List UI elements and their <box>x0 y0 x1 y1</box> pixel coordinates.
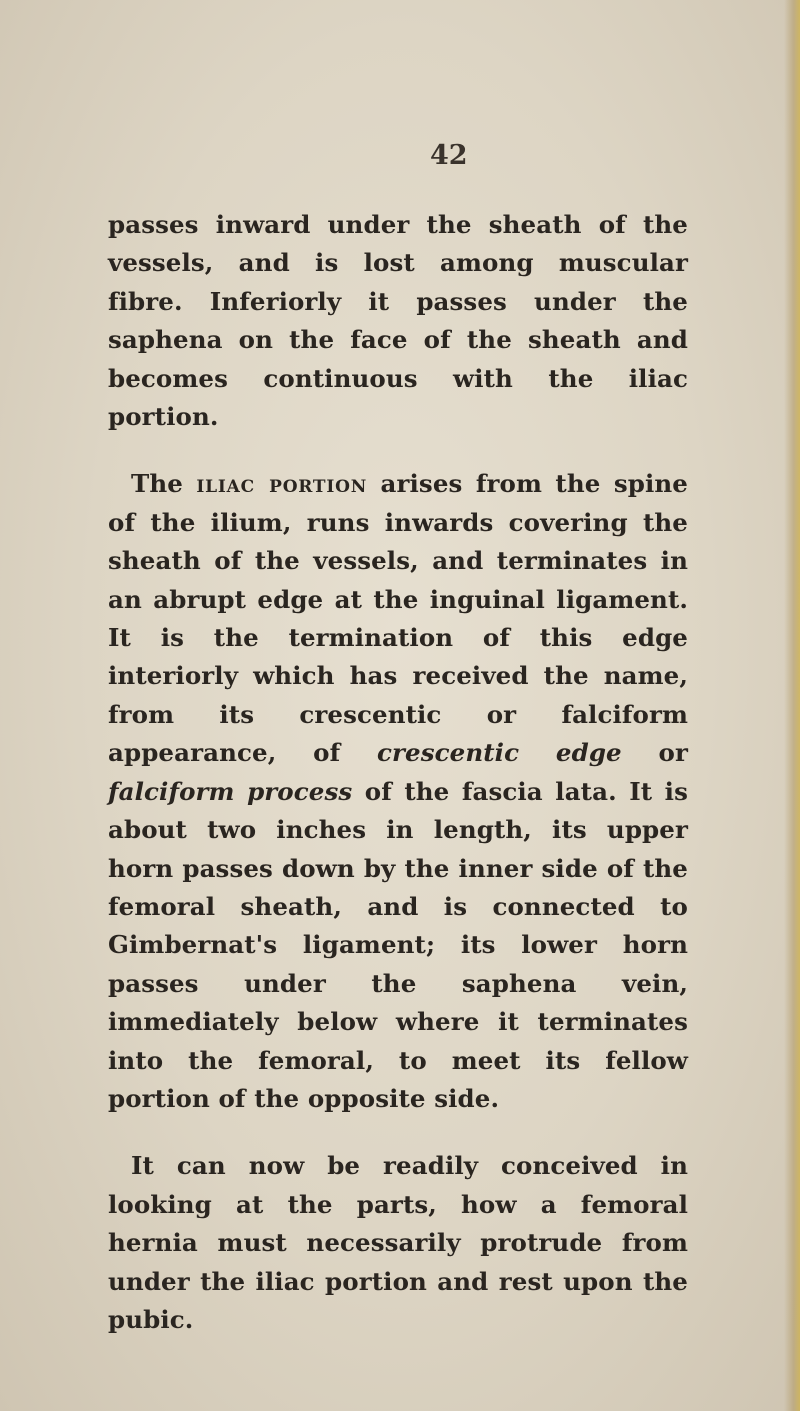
paragraph-2 <box>108 465 688 1118</box>
term-crescentic-edge: crescentic edge <box>377 738 622 768</box>
term-falciform-process: falciform process <box>108 776 353 806</box>
paragraph-2-end: of the fascia lata. It is about two inches in length, its upper horn passes down by the inner side of the femoral sheath, and is connected to Gimbernat's ligament; its lower horn passes under the saphena vein, immediately below where it terminates into the femoral, to meet its fellow portion of the opposite side. <box>108 776 688 1113</box>
paragraph-2-body: arises from the spine of the ilium, runs inwards covering the sheath of the vessels, and terminates in an abrupt edge at the inguinal ligament. It is the termination of this edge interiorly which has received the name, from its crescentic or falciform appearance, of <box>108 469 688 768</box>
paragraph-gap <box>108 436 688 465</box>
paragraph-3: It can now be readily conceived in looking at the parts, how a femoral hernia must necessarily protrude from under the iliac portion and rest upon the pubic. <box>108 1151 688 1334</box>
paragraph-gap <box>108 1118 688 1147</box>
paragraph-2-start: The <box>131 469 183 499</box>
paragraph-1: passes inward under the sheath of the vessels, and is lost among muscular fibre. Inferiorly it passes under the saphena on the face of the sheath and becomes continuous with the iliac portion. <box>108 210 688 432</box>
body-text <box>108 206 688 1339</box>
paragraph-2-or: or <box>658 738 688 768</box>
iliac-portion-heading: iliac portion <box>196 469 368 499</box>
page-number: 42 <box>430 140 468 171</box>
page-edge-shadow <box>784 0 800 1411</box>
